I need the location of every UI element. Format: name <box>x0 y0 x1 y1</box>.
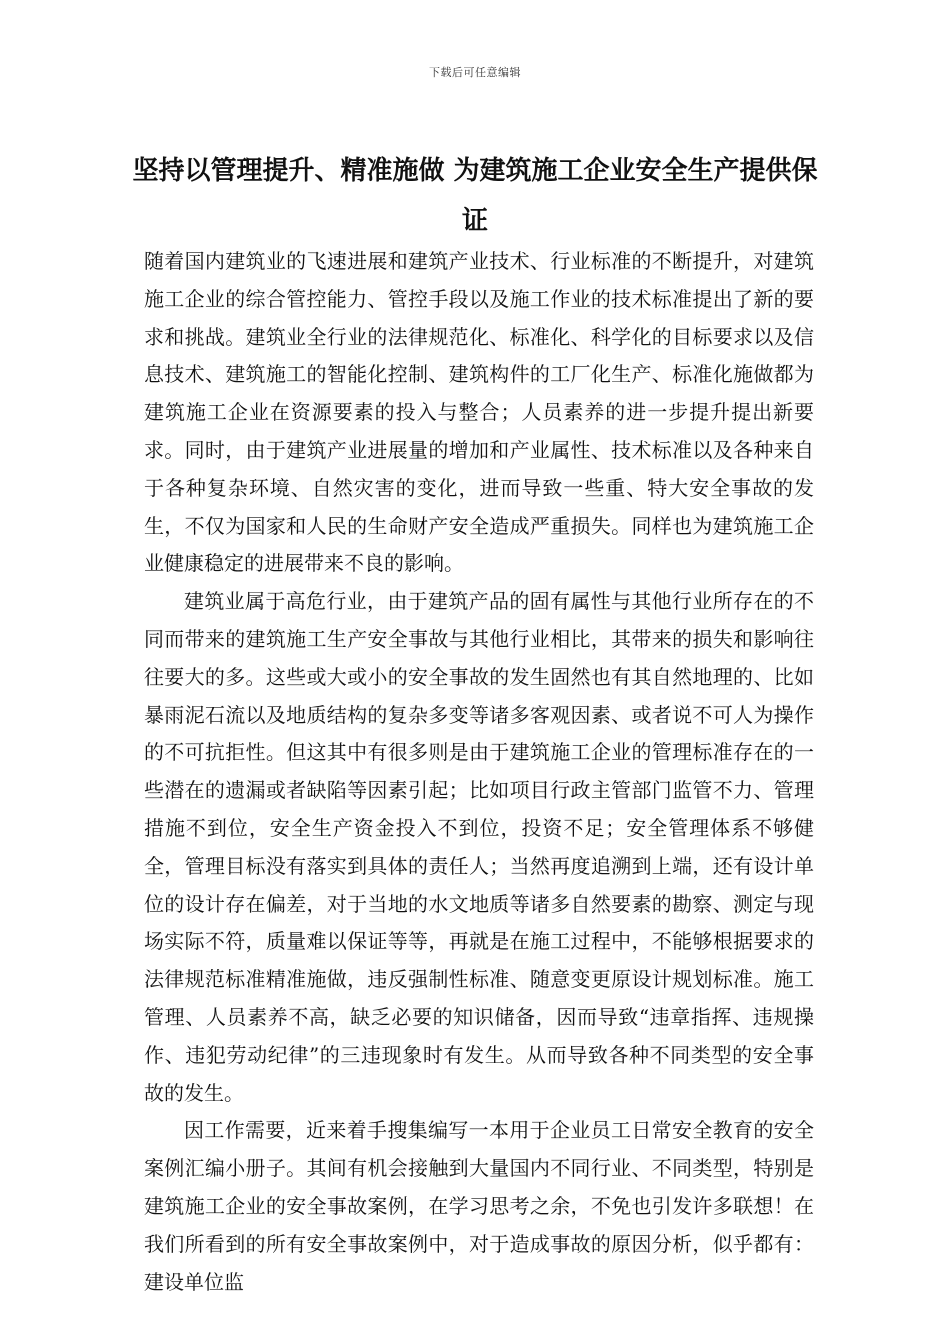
document-body <box>144 243 814 1301</box>
paragraph-1: 随着国内建筑业的飞速进展和建筑产业技术、行业标准的不断提升，对建筑施工企业的综合管控能力、管控手段以及施工作业的技术标准提出了新的要求和挑战。建筑业全行业的法律规范化、标准化、科学化的目标要求以及信息技术、建筑施工的智能化控制、建筑构件的工厂化生产、标准化施做都为建筑施工企业在资源要素的投入与整合；人员素养的进一步提升提出新要求。同时，由于建筑产业进展量的增加和产业属性、技术标准以及各种来自于各种复杂环境、自然灾害的变化，进而导致一些重、特大安全事故的发生，不仅为国家和人民的生命财产安全造成严重损失。同样也为建筑施工企业健康稳定的进展带来不良的影响。 <box>144 249 814 576</box>
paragraph-2: 建筑业属于高危行业，由于建筑产品的固有属性与其他行业所存在的不同而带来的建筑施工生产安全事故与其他行业相比，其带来的损失和影响往往要大的多。这些或大或小的安全事故的发生固然也有其自然地理的、比如暴雨泥石流以及地质结构的复杂多变等诸多客观因素、或者说不可人为操作的不可抗拒性。但这其中有很多则是由于建筑施工企业的管理标准存在的一些潜在的遗漏或者缺陷等因素引起；比如项目行政主管部门监管不力、管理措施不到位，安全生产资金投入不到位，投资不足；安全管理体系不够健全，管理目标没有落实到具体的责任人；当然再度追溯到上端，还有设计单位的设计存在偏差，对于当地的水文地质等诸多自然要素的勘察、测定与现场实际不符，质量难以保证等等，再就是在施工过程中，不能够根据要求的法律规范标准精准施做，违反强制性标准、随意变更原设计规划标准。施工管理、人员素养不高，缺乏必要的知识储备，因而导致“违章指挥、违规操作、违犯劳动纪律”的三违现象时有发生。从而导致各种不同类型的安全事故的发生。 <box>144 589 814 1105</box>
header-note: 下载后可任意编辑 <box>429 66 521 79</box>
document-title: 坚持以管理提升、精准施做 为建筑施工企业安全生产提供保证 <box>132 156 818 236</box>
paragraph-3: 因工作需要，近来着手搜集编写一本用于企业员工日常安全教育的安全案例汇编小册子。其间有机会接触到大量国内不同行业、不同类型，特别是建筑施工企业的安全事故案例，在学习思考之余，不免也引发许多联想！在我们所看到的所有安全事故案例中，对于造成事故的原因分析，似乎都有：建设单位监 <box>144 1118 814 1294</box>
